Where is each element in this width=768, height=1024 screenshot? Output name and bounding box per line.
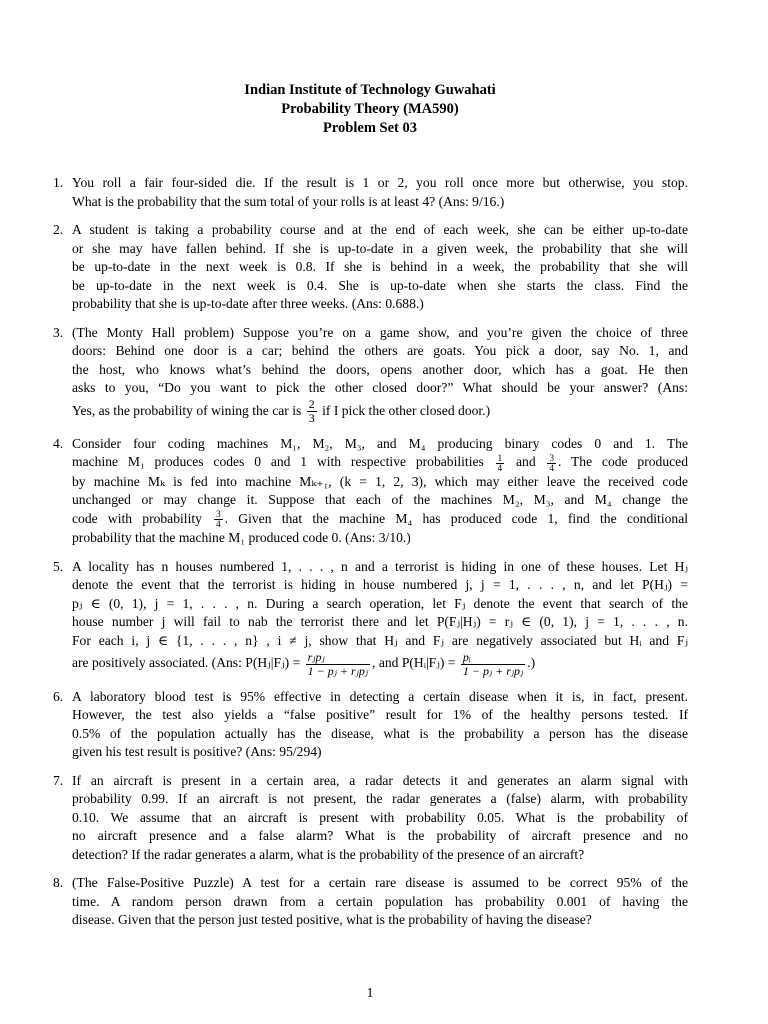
text-fragment: code with probability xyxy=(72,510,202,526)
problem-text-line: A laboratory blood test is 95% effective in detecting a certain disease when it is, in fact, present. xyxy=(72,688,688,704)
problem-6 xyxy=(53,688,688,762)
problem-text-line xyxy=(72,650,688,677)
problem-text-line: probability that the machine M₁ produced code 0. (Ans: 3/10.) xyxy=(72,530,411,546)
fraction-numerator: rⱼpⱼ xyxy=(306,651,370,665)
problem-text-line: house number j will fail to nab the terrorist there and let P(Fⱼ|Hⱼ) = rⱼ ∈ (0, 1), j = 1, . . . , n. xyxy=(72,614,688,630)
problem-text-line: 0.10. We assume that an aircraft is present with probability 0.05. What is the probability of xyxy=(72,809,688,825)
problem-text-line: For each i, j ∈ {1, . . . , n} , i ≠ j, show that Hⱼ and Fⱼ are negatively associated but Hᵢ and Fⱼ xyxy=(72,632,688,648)
text-fragment: .) xyxy=(527,655,536,671)
problem-list xyxy=(53,174,688,930)
answer-text: Yes, as the probability of wining the car is xyxy=(72,402,302,418)
problem-text-line: You roll a fair four-sided die. If the result is 1 or 2, you roll once more but otherwise, you stop. xyxy=(72,175,688,190)
fraction-numerator: 3 xyxy=(216,509,221,520)
problem-text-line: by machine Mₖ is fed into machine Mₖ₊₁, (k = 1, 2, 3), which may either leave the received code xyxy=(72,473,688,489)
problem-text-line: pⱼ ∈ (0, 1), j = 1, . . . , n. During a search operation, let Fⱼ denote the event that search of the xyxy=(72,595,688,611)
fraction xyxy=(496,454,505,473)
text-fragment: and xyxy=(516,454,536,470)
problem-text-line: Consider four coding machines M₁, M₂, M₃, and M₄ producing binary codes 0 and 1. The xyxy=(72,435,688,451)
fraction-denominator: 4 xyxy=(216,519,221,530)
fraction xyxy=(307,398,317,425)
problem-number: 1. xyxy=(53,175,64,190)
problem-set-title: Problem Set 03 xyxy=(323,120,417,136)
text-fragment: . The code produced xyxy=(557,454,688,470)
text-fragment: . Given that the machine M₄ has produced code 1, find the conditional xyxy=(224,510,688,526)
text-fragment: are positively associated. (Ans: P(Hⱼ|Fⱼ) = xyxy=(72,655,301,671)
problem-2 xyxy=(53,221,688,314)
fraction-denominator: 4 xyxy=(497,462,503,473)
problem-number: 8. xyxy=(53,875,64,890)
problem-number: 3. xyxy=(53,324,64,340)
institution-name: Indian Institute of Technology Guwahati xyxy=(244,82,496,98)
fraction xyxy=(547,454,556,473)
fraction-numerator: 1 xyxy=(497,452,503,463)
problem-text-line: asks to you, “Do you want to pick the other closed door?” What should be your answer? (Ans: xyxy=(72,380,688,395)
problem-text-line: doors: Behind one door is a car; behind the others are goats. You pick a door, say No. 1, and xyxy=(72,343,688,358)
problem-text-line: unchanged or may change it. Suppose that each of the machines M₂, M₃, and M₄ change the xyxy=(72,492,688,508)
problem-text-line: or she may have fallen behind. If she is up-to-date in a given week, the probability that she will xyxy=(72,240,688,256)
problem-text-line xyxy=(72,453,688,472)
problem-text-line: (The Monty Hall problem) Suppose you’re on a game show, and you’re given the choice of three xyxy=(72,324,688,340)
page-number: 1 xyxy=(366,985,374,1000)
problem-text-line: the host, who knows what’s behind the doors, opens another door, which has a goat. He then xyxy=(72,361,688,377)
problem-text-line: What is the probability that the sum total of your rolls is at least 4? (Ans: 9/16.) xyxy=(72,193,505,209)
problem-number: 7. xyxy=(53,772,64,788)
fraction-numerator: pᵢ xyxy=(461,651,525,665)
fraction xyxy=(461,651,525,678)
problem-text-line: time. A random person drawn from a certain population has probability 0.001 of having the xyxy=(72,893,688,909)
problem-8 xyxy=(53,874,688,930)
text-fragment: machine M₁ produces codes 0 and 1 with respective probabilities xyxy=(72,454,484,470)
problem-7 xyxy=(53,772,688,865)
problem-number: 2. xyxy=(53,222,64,237)
problem-text-line: A locality has n houses numbered 1, . . . , n and a terrorist is hiding in one of these houses. Let Hⱼ xyxy=(72,558,688,574)
problem-text-line: However, the test also yields a “false positive” result for 1% of the healthy persons tested. If xyxy=(72,707,688,722)
problem-text-line: 0.5% of the population actually has the disease, what is the probability a person has the disease xyxy=(72,725,688,741)
problem-4 xyxy=(53,435,688,548)
problem-number: 4. xyxy=(53,435,64,451)
problem-text-line: be up-to-date in the next week is 0.4. She is up-to-date when she starts the class. Find the xyxy=(72,277,688,293)
problem-text-line: detection? If the radar generates a alarm, what is the probability of the presence of an aircraft? xyxy=(72,846,585,862)
problem-text-line: denote the event that the terrorist is hiding in house numbered j, j = 1, . . . , n, and let P(Hⱼ) = xyxy=(72,577,688,593)
fraction-denominator: 1 − pⱼ + rⱼpⱼ xyxy=(307,663,369,678)
fraction-denominator: 3 xyxy=(308,410,315,425)
problem-text-line xyxy=(72,510,688,529)
fraction-numerator: 2 xyxy=(308,396,315,411)
problem-text-line: no aircraft presence and a false alarm? What is the probability of aircraft presence and no xyxy=(72,828,688,843)
problem-1 xyxy=(53,174,688,211)
problem-text-line: given his test result is positive? (Ans: 95/294) xyxy=(72,744,322,759)
problem-text-line: (The False-Positive Puzzle) A test for a certain rare disease is assumed to be correct 95% of the xyxy=(72,875,688,890)
course-title: Probability Theory (MA590) xyxy=(281,101,459,117)
problem-number: 6. xyxy=(53,688,64,704)
fraction-denominator: 1 − pⱼ + rⱼpⱼ xyxy=(462,663,524,678)
problem-text-line: probability that she is up-to-date after three weeks. (Ans: 0.688.) xyxy=(72,296,424,311)
document-header xyxy=(0,81,740,138)
answer-text: if I pick the other closed door.) xyxy=(322,402,491,418)
problem-text-line: disease. Given that the person just tested positive, what is the probability of having the disease? xyxy=(72,912,592,927)
fraction xyxy=(214,510,223,529)
problem-number: 5. xyxy=(53,558,64,574)
fraction xyxy=(306,651,370,678)
problem-5 xyxy=(53,558,688,678)
fraction-numerator: 3 xyxy=(549,452,554,463)
problem-text-line xyxy=(72,398,688,425)
problem-3 xyxy=(53,324,688,425)
problem-text-line: A student is taking a probability course and at the end of each week, she can be either up-to-date xyxy=(72,222,688,237)
problem-text-line: probability 0.99. If an aircraft is not present, the radar generates a (false) alarm, with probability xyxy=(72,791,688,806)
problem-text-line: If an aircraft is present in a certain area, a radar detects it and generates an alarm signal with xyxy=(72,772,688,788)
fraction-denominator: 4 xyxy=(549,462,554,473)
text-fragment: , and P(Hᵢ|Fⱼ) = xyxy=(372,655,456,671)
problem-text-line: be up-to-date in the next week is 0.8. If she is behind in a week, the probability that she will xyxy=(72,259,688,274)
